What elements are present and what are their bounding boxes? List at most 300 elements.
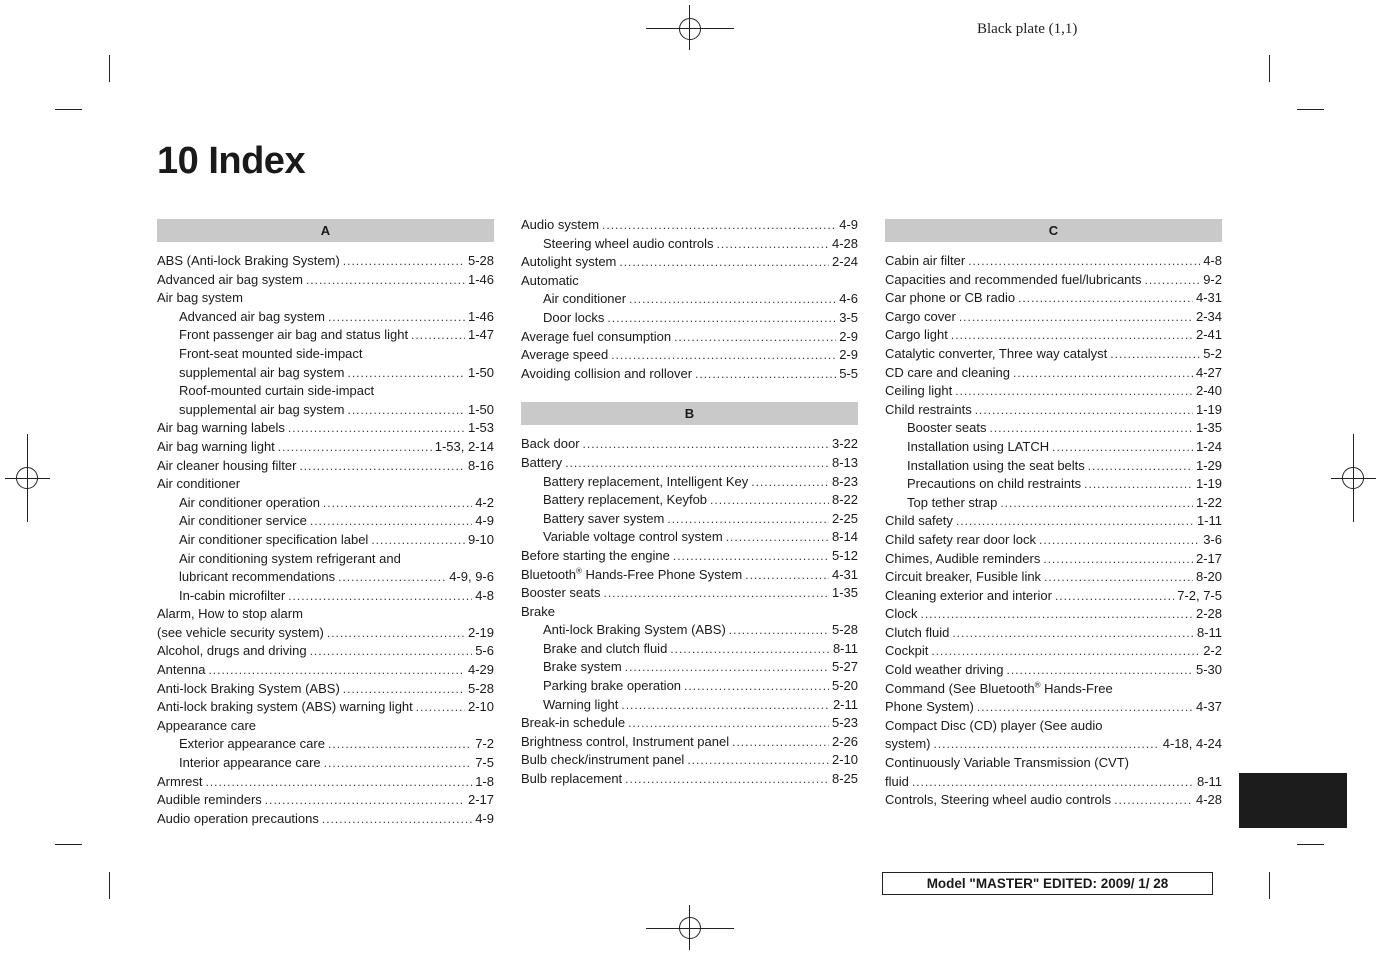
entry-text — [157, 810, 319, 829]
entry-text — [543, 510, 664, 529]
dot-leader — [1018, 289, 1193, 308]
dot-leader — [347, 401, 464, 420]
entry-term: Back door — [521, 436, 580, 452]
entry-term: Antenna — [157, 662, 206, 678]
entry-row — [157, 289, 494, 308]
entry-term: Battery saver system — [543, 510, 665, 526]
entry-term: Cargo light — [885, 327, 948, 343]
index-entry — [521, 733, 858, 752]
entry-row — [885, 512, 1222, 531]
index-subentry — [521, 290, 858, 309]
entry-row — [885, 661, 1222, 680]
entry-text — [157, 289, 243, 308]
index-entry — [885, 624, 1222, 643]
index-entry — [521, 435, 858, 454]
dot-leader — [625, 658, 829, 677]
crop-mark — [109, 55, 110, 82]
page-reference: 1-46 — [467, 308, 494, 324]
entry-row — [885, 401, 1222, 420]
entry-term: Air conditioner operation — [179, 494, 320, 510]
dot-leader — [751, 473, 829, 492]
entry-row — [543, 528, 858, 547]
index-subentry — [521, 309, 858, 328]
page-reference: 8-11 — [832, 640, 858, 656]
index-entry — [885, 382, 1222, 401]
section-header-b: B — [521, 402, 858, 425]
index-subentry — [521, 528, 858, 547]
dot-leader — [729, 621, 829, 640]
entry-row — [885, 289, 1222, 308]
dot-leader — [952, 624, 1194, 643]
entry-term: supplemental air bag system — [179, 364, 345, 380]
entry-text — [907, 438, 1049, 457]
entry-text — [179, 531, 368, 550]
entry-term: ABS (Anti-lock Braking System) — [157, 253, 340, 268]
entry-row — [157, 457, 494, 476]
entry-text — [157, 457, 296, 476]
entry-text — [521, 603, 555, 622]
index-entry — [885, 642, 1222, 661]
entry-row — [907, 494, 1222, 513]
entry-text — [543, 640, 667, 659]
entry-text — [521, 714, 625, 733]
page-reference: 4-31 — [1195, 290, 1222, 306]
dot-leader — [322, 810, 472, 829]
index-entry — [885, 308, 1222, 327]
page-reference: 4-28 — [1195, 792, 1222, 808]
entry-text — [543, 235, 714, 254]
dot-leader — [717, 235, 829, 254]
dot-leader — [1055, 587, 1174, 606]
entry-row — [157, 717, 494, 736]
entry-term: Air conditioner service — [179, 513, 307, 529]
entry-term: Brake — [521, 603, 555, 619]
dot-leader — [955, 382, 1193, 401]
crop-mark — [55, 844, 82, 845]
entry-first-line — [885, 754, 1222, 773]
page-reference: 2-10 — [831, 752, 858, 768]
entry-term: Anti-lock Braking System (ABS) — [157, 680, 340, 696]
index-entry — [885, 531, 1222, 550]
page-reference: 2-40 — [1195, 383, 1222, 399]
entry-term: CD care and cleaning — [885, 364, 1011, 380]
entry-text — [521, 751, 684, 770]
index-entry — [885, 717, 1222, 754]
entry-term: Parking brake operation — [543, 678, 682, 694]
entry-row — [157, 661, 494, 680]
dot-leader — [306, 271, 465, 290]
entry-term: Cockpit — [885, 643, 929, 659]
entry-term: Air bag warning light — [157, 438, 275, 454]
dot-leader — [687, 751, 829, 770]
entry-term: Air conditioner — [543, 291, 627, 307]
dot-leader — [628, 714, 829, 733]
entry-row — [521, 566, 858, 585]
entry-first-line — [885, 717, 1222, 736]
entry-text — [521, 216, 599, 235]
entry-row — [543, 677, 858, 696]
page-reference: 7-5 — [475, 755, 494, 771]
entry-term: Interior appearance care — [179, 755, 321, 771]
entry-term: Battery replacement, Intelligent Key — [543, 473, 749, 489]
index-entry — [885, 512, 1222, 531]
entry-text — [157, 271, 303, 290]
entry-row — [885, 382, 1222, 401]
dot-leader — [1043, 550, 1193, 569]
entry-text — [885, 624, 949, 643]
entry-text — [543, 473, 748, 492]
registration-mark — [1342, 467, 1364, 489]
entry-row — [157, 810, 494, 829]
index-subentry — [157, 587, 494, 606]
registered-mark: ® — [1034, 680, 1041, 690]
entry-term: Installation using LATCH — [907, 438, 1050, 454]
entry-row — [885, 308, 1222, 327]
page-reference: 8-23 — [831, 473, 858, 489]
entry-text — [885, 289, 1015, 308]
page-reference: 9-10 — [467, 531, 494, 547]
entry-row — [543, 235, 858, 254]
index-subentry — [521, 235, 858, 254]
index-subentry — [885, 419, 1222, 438]
page-reference: 1-19 — [1195, 401, 1222, 417]
entry-text — [157, 438, 275, 457]
entry-text — [885, 605, 918, 624]
entry-term: Anti-lock Braking System (ABS) — [543, 622, 726, 638]
entry-row — [885, 550, 1222, 569]
entry-term: supplemental air bag system — [179, 401, 345, 417]
entry-term: Cleaning exterior and interior — [885, 587, 1052, 603]
dot-leader — [732, 733, 829, 752]
section-header-c: C — [885, 219, 1222, 242]
entry-row — [543, 510, 858, 529]
registration-mark — [679, 917, 701, 939]
entry-term: Air bag system — [157, 290, 243, 306]
dot-leader — [1000, 494, 1193, 513]
entry-term: Steering wheel audio controls — [543, 235, 714, 251]
entry-text — [907, 494, 997, 513]
entry-row — [521, 547, 858, 566]
index-entry — [885, 791, 1222, 810]
entry-text — [179, 512, 307, 531]
dot-leader — [583, 435, 829, 454]
entry-text — [157, 419, 285, 438]
entry-row — [907, 475, 1222, 494]
dot-leader — [338, 568, 446, 587]
entry-text — [543, 491, 707, 510]
section-gap — [521, 383, 858, 399]
entry-row — [157, 438, 494, 457]
crop-mark — [1269, 872, 1270, 899]
page-reference: 1-19 — [1195, 476, 1222, 492]
index-subentry — [521, 658, 858, 677]
entry-term: Circuit breaker, Fusible link — [885, 569, 1042, 585]
index-entry — [885, 587, 1222, 606]
entry-term: Variable voltage control system — [543, 529, 723, 545]
entry-term: Automatic — [521, 272, 579, 288]
entry-text — [885, 308, 956, 327]
entry-text — [521, 584, 601, 603]
entry-row — [157, 419, 494, 438]
dot-leader — [324, 754, 473, 773]
entry-first-line — [179, 550, 494, 569]
entry-text — [521, 328, 671, 347]
entry-term: Cabin air filter — [885, 253, 966, 268]
page-reference: 4-29 — [467, 662, 494, 678]
entry-term: Armrest — [157, 773, 203, 789]
entry-term: (see vehicle security system) — [157, 624, 324, 640]
entry-text — [543, 621, 726, 640]
dot-leader — [959, 308, 1193, 327]
page-reference: 2-11 — [832, 696, 858, 712]
entry-text — [885, 698, 974, 717]
dot-leader — [602, 216, 836, 235]
index-subentry — [885, 457, 1222, 476]
dot-leader — [327, 624, 465, 643]
section-header-a: A — [157, 219, 494, 242]
entry-row — [521, 733, 858, 752]
entry-text — [179, 326, 408, 345]
entry-text — [885, 252, 965, 271]
page-reference: 5-6 — [475, 643, 494, 659]
entry-term: Battery — [521, 454, 563, 470]
entry-text — [885, 364, 1010, 383]
page-reference: 2-17 — [467, 792, 494, 808]
entry-term: Air conditioner — [157, 476, 241, 492]
index-entry — [885, 568, 1222, 587]
entry-term: Phone System) — [885, 699, 974, 715]
entry-first-line — [179, 345, 494, 364]
page-title: 10 Index — [157, 140, 306, 182]
page-reference: 1-50 — [467, 401, 494, 417]
dot-leader — [625, 770, 829, 789]
entry-first-line-text: Command (See Bluetooth — [885, 680, 1035, 696]
dot-leader — [288, 587, 472, 606]
page-reference: 3-22 — [831, 436, 858, 452]
index-subentry — [885, 475, 1222, 494]
index-entry — [157, 457, 494, 476]
page-reference: 2-41 — [1195, 327, 1222, 343]
page-reference: 8-16 — [467, 457, 494, 473]
entry-row — [885, 326, 1222, 345]
crop-mark — [55, 109, 82, 110]
entry-first-line-text: Roof-mounted curtain side-impact — [179, 383, 375, 399]
entry-row — [885, 773, 1222, 792]
entry-row — [907, 438, 1222, 457]
entry-term: Advanced air bag system — [157, 271, 303, 287]
dot-leader — [931, 642, 1200, 661]
entry-term: Exterior appearance care — [179, 736, 325, 752]
dot-leader — [977, 698, 1193, 717]
dot-leader — [1052, 438, 1193, 457]
page-reference: 8-13 — [831, 454, 858, 470]
index-subentry — [885, 438, 1222, 457]
entry-row — [885, 345, 1222, 364]
index-subentry — [521, 491, 858, 510]
entry-text — [885, 773, 909, 792]
entry-text — [885, 326, 948, 345]
entry-row — [521, 770, 858, 789]
index-entry — [521, 547, 858, 566]
entry-text — [157, 252, 340, 271]
page-reference: 1-53, 2-14 — [434, 438, 494, 454]
index-entry — [157, 642, 494, 661]
dot-leader — [310, 512, 472, 531]
entry-text — [179, 494, 320, 513]
entry-text — [157, 642, 307, 661]
entry-row — [521, 584, 858, 603]
entry-term: Bulb replacement — [521, 771, 623, 787]
index-entry — [885, 345, 1222, 364]
entry-row — [885, 587, 1222, 606]
entry-term: Warning light — [543, 696, 619, 712]
entry-first-line-rest: Hands-Free — [1040, 680, 1113, 696]
page-reference: 2-19 — [467, 624, 494, 640]
dot-leader — [684, 677, 829, 696]
page-reference: 4-9 — [475, 513, 494, 529]
dot-leader — [604, 584, 829, 603]
dot-leader — [934, 735, 1160, 754]
page-reference: 2-9 — [839, 347, 858, 363]
entry-row — [543, 696, 858, 715]
registered-mark: ® — [575, 566, 582, 576]
page-reference: 1-47 — [467, 327, 494, 343]
index-entry — [521, 770, 858, 789]
page-reference: 2-34 — [1195, 308, 1222, 324]
entry-term: Booster seats — [521, 585, 601, 601]
dot-leader — [667, 510, 829, 529]
entry-text — [157, 698, 413, 717]
dot-leader — [565, 454, 829, 473]
page-reference: 3-5 — [839, 309, 858, 325]
entry-text — [907, 419, 987, 438]
dot-leader — [328, 308, 465, 327]
index-subentry — [521, 621, 858, 640]
page-reference: 7-2 — [475, 736, 494, 752]
page-reference: 3-6 — [1203, 531, 1222, 547]
entry-term: Top tether strap — [907, 494, 998, 510]
dot-leader — [371, 531, 465, 550]
dot-leader — [328, 735, 472, 754]
dot-leader — [745, 566, 829, 585]
index-entry — [521, 603, 858, 622]
crop-mark — [1269, 55, 1270, 82]
page-reference: 4-9, 9-6 — [449, 569, 494, 585]
index-entry — [885, 401, 1222, 420]
dot-leader — [674, 328, 836, 347]
entry-row — [179, 735, 494, 754]
index-entry — [521, 714, 858, 733]
entry-term: Door locks — [543, 309, 605, 325]
page-reference: 2-10 — [467, 699, 494, 715]
index-subentry — [157, 754, 494, 773]
dot-leader — [323, 494, 472, 513]
index-subentry — [157, 735, 494, 754]
index-entry — [157, 717, 494, 736]
crop-mark — [109, 872, 110, 899]
entry-text — [885, 271, 1142, 290]
entry-row — [521, 751, 858, 770]
page-reference: 4-37 — [1195, 699, 1222, 715]
entry-text — [907, 475, 1081, 494]
dot-leader — [726, 528, 829, 547]
entry-text — [521, 547, 670, 566]
entry-term: Controls, Steering wheel audio controls — [885, 792, 1112, 808]
page-reference: 1-53 — [467, 420, 494, 436]
page-reference: 4-18, 4-24 — [1162, 736, 1222, 752]
entry-row — [543, 621, 858, 640]
entry-term: Audible reminders — [157, 792, 262, 808]
entry-term: Appearance care — [157, 717, 257, 733]
index-subentry — [521, 473, 858, 492]
dot-leader — [278, 438, 432, 457]
entry-term: Ceiling light — [885, 383, 953, 399]
entry-row — [521, 328, 858, 347]
index-subentry — [885, 494, 1222, 513]
index-entry — [885, 550, 1222, 569]
index-column-3 — [885, 216, 1222, 810]
entry-term: Installation using the seat belts — [907, 457, 1085, 473]
entry-row — [179, 512, 494, 531]
index-entry — [885, 754, 1222, 791]
entry-term: Car phone or CB radio — [885, 290, 1016, 306]
entry-row — [521, 272, 858, 291]
entry-text — [179, 364, 344, 383]
entry-term: Advanced air bag system — [179, 308, 325, 324]
index-entry — [885, 326, 1222, 345]
entry-first-line-text: Continuously Variable Transmission (CVT) — [885, 755, 1129, 771]
index-entry — [885, 661, 1222, 680]
page-reference: 5-28 — [467, 253, 494, 268]
dot-leader — [629, 290, 836, 309]
index-entry — [157, 475, 494, 494]
entry-row — [885, 605, 1222, 624]
dot-leader — [611, 346, 836, 365]
dot-leader — [1039, 531, 1200, 550]
page-reference: 1-24 — [1195, 438, 1222, 454]
entry-row — [543, 290, 858, 309]
entry-row — [179, 754, 494, 773]
entry-row — [543, 491, 858, 510]
page-reference: 1-11 — [1196, 513, 1222, 529]
page-reference: 1-50 — [467, 364, 494, 380]
index-entry — [157, 810, 494, 829]
page-reference: 1-35 — [1195, 420, 1222, 436]
entry-row — [157, 252, 494, 271]
index-entry — [157, 438, 494, 457]
entry-row — [521, 365, 858, 384]
entry-term: Brightness control, Instrument panel — [521, 733, 730, 749]
index-entry — [521, 751, 858, 770]
page-reference: 4-6 — [839, 291, 858, 307]
index-subentry — [521, 510, 858, 529]
entry-text — [521, 253, 616, 272]
index-subentry — [157, 326, 494, 345]
dot-leader — [1007, 661, 1193, 680]
index-subentry — [157, 494, 494, 513]
page-reference: 8-20 — [1195, 569, 1222, 585]
registration-mark — [16, 467, 38, 489]
entry-text — [521, 272, 579, 291]
entry-row — [179, 568, 494, 587]
entry-text — [521, 346, 608, 365]
dot-leader — [710, 491, 829, 510]
entry-text — [521, 365, 692, 384]
index-subentry — [157, 550, 494, 587]
page-reference: 5-23 — [831, 715, 858, 731]
dot-leader — [299, 457, 465, 476]
entry-first-line-text: Compact Disc (CD) player (See audio — [885, 717, 1103, 733]
